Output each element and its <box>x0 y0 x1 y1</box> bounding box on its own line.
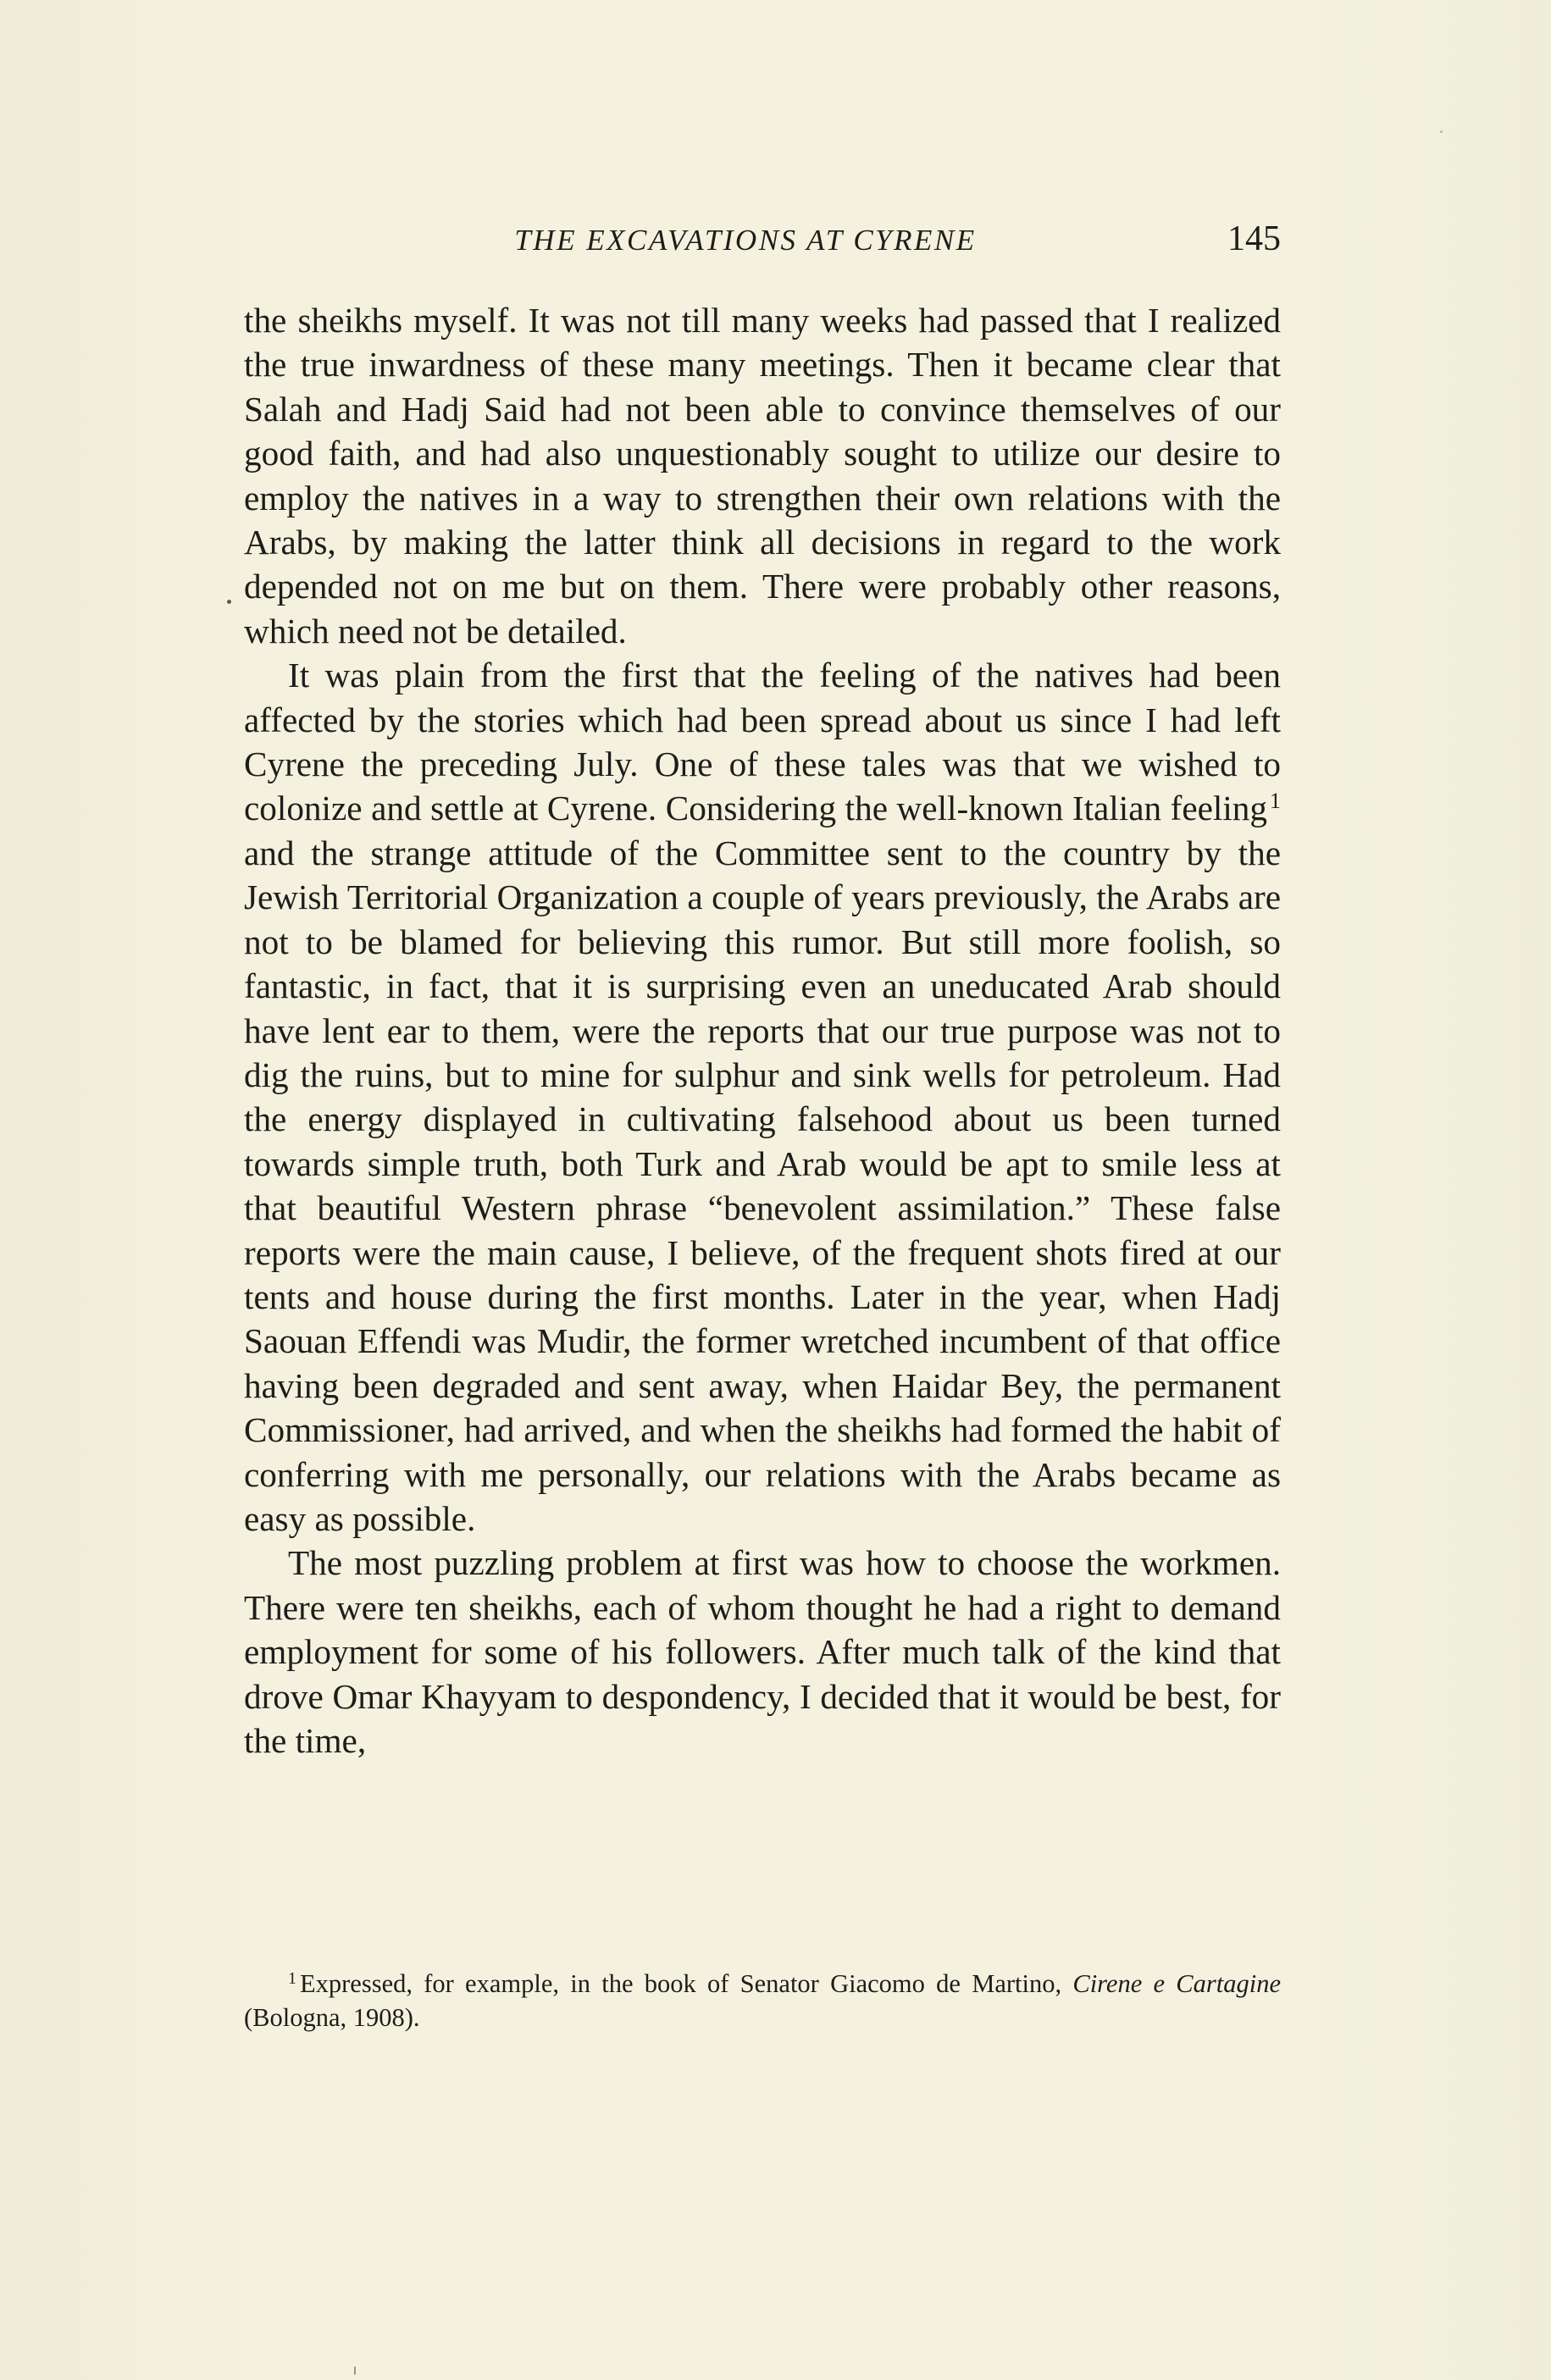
running-title: THE EXCAVATIONS AT CYRENE <box>514 224 977 257</box>
footnote-mark: 1 <box>288 1969 296 1988</box>
footnote-paragraph <box>244 1967 1281 2034</box>
paragraph-1: the sheikhs myself. It was not till many weeks had passed that I realized the true inwardness of these many meetings. Then it became clear that Salah and Hadj Said had not been able to convince themselves of our good faith, and had also unquestionably sought to utilize our desire to employ the natives in a way to strengthen their own relations with the Arabs, by making the latter think all decisions in regard to the work depended not on me but on them. There were probably other reasons, which need not be detailed. <box>244 301 1281 650</box>
footnote-book-title: Cirene e Cartagine <box>1072 1969 1281 1998</box>
paragraph-2-text-end: and the strange attitude of the Committee sent to the country by the Jewish Territorial Organization a couple of years previously, the Arabs are not to be blamed for believing this rumor. But still more foolish, so fantastic, in fact, that it is surprising even an uneducated Arab should have lent ear to them, were the reports that our true purpose was not to dig the ruins, but to mine for sulphur and sink wells for petroleum. Had the energy displayed in cultivating falsehood about us been turned towards simple truth, both Turk and Arab would be apt to smile less at that beautiful Western phrase “benevolent assimilation.” These false reports were the main cause, I believe, of the frequent shots fired at our tents and house during the first months. Later in the year, when Hadj Saouan Effendi was Mudir, the former wretched incumbent of that office having been degraded and sent away, when Haidar Bey, the permanent Commissioner, had arrived, and when the sheikhs had formed the habit of conferring with me personally, our relations with the Arabs became as easy as possible. <box>244 833 1281 1538</box>
paragraph-2-text-start: It was plain from the first that the feeling of the natives had been affected by the stories which had been spread about us since I had left Cyrene the preceding July. One of these tales was that we wished to colonize and settle at Cyrene. Considering the well-known Italian feeling <box>244 656 1281 828</box>
footnote-text-start: Expressed, for example, in the book of Senator Giacomo de Martino, <box>300 1969 1073 1998</box>
paper-speck <box>354 2366 356 2375</box>
paragraph-3: The most puzzling problem at first was how to choose the workmen. There were ten sheikhs, each of whom thought he had a right to demand employment for some of his followers. After much talk of the kind that drove Omar Khayyam to despondency, I decided that it would be best, for the time, <box>244 1543 1281 1760</box>
footnote-reference[interactable]: 1 <box>1270 789 1281 814</box>
paper-speck <box>227 600 231 604</box>
footnote-text-end: (Bologna, 1908). <box>244 2003 420 2032</box>
page-number: 145 <box>1227 219 1281 258</box>
footnote <box>244 1967 1281 2034</box>
body-text <box>244 298 1281 1763</box>
paper-speck <box>1440 130 1443 133</box>
paragraph-2 <box>244 653 1281 1541</box>
running-head <box>244 219 1281 269</box>
